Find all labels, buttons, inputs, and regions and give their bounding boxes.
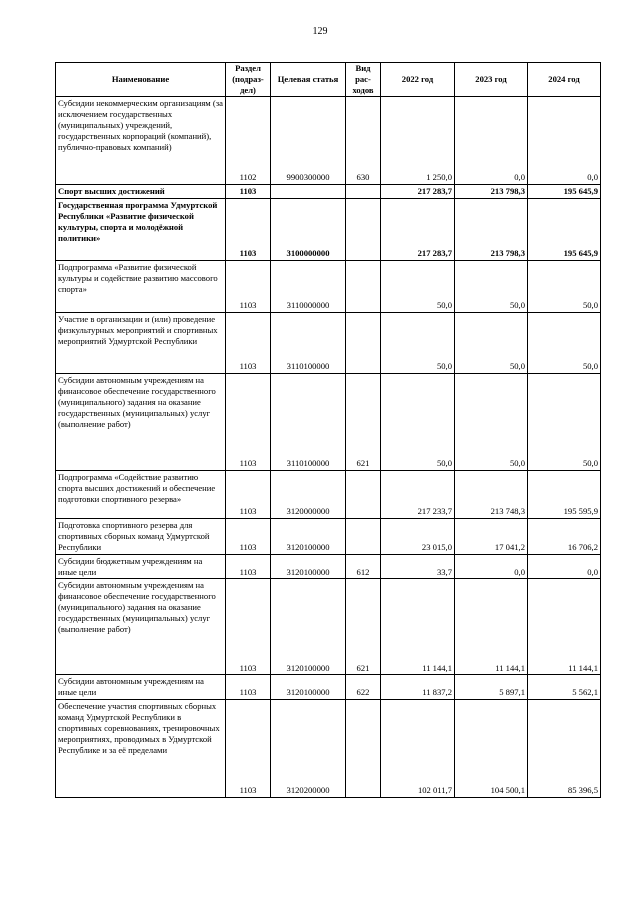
row-section: 1103 bbox=[226, 373, 271, 470]
row-section: 1103 bbox=[226, 554, 271, 579]
table-header-row bbox=[56, 63, 601, 97]
header-expense-type: Вид рас-ходов bbox=[346, 63, 381, 97]
row-section: 1103 bbox=[226, 518, 271, 554]
row-2024: 50,0 bbox=[528, 260, 601, 312]
row-section: 1103 bbox=[226, 700, 271, 798]
table-row bbox=[56, 97, 601, 185]
table-row bbox=[56, 470, 601, 518]
row-2022: 11 144,1 bbox=[381, 579, 455, 675]
row-2023: 5 897,1 bbox=[455, 675, 528, 700]
row-article: 3110100000 bbox=[271, 373, 346, 470]
header-2022: 2022 год bbox=[381, 63, 455, 97]
row-expense-type bbox=[346, 260, 381, 312]
row-section: 1103 bbox=[226, 470, 271, 518]
row-section: 1103 bbox=[226, 185, 271, 199]
budget-table bbox=[55, 62, 601, 798]
row-2022: 50,0 bbox=[381, 373, 455, 470]
row-2024: 5 562,1 bbox=[528, 675, 601, 700]
row-expense-type bbox=[346, 185, 381, 199]
table-body bbox=[56, 97, 601, 798]
row-name: Подпрограмма «Развитие физической культуры и содействие развитию массового спорта» bbox=[56, 260, 226, 312]
row-section: 1102 bbox=[226, 97, 271, 185]
row-2022: 11 837,2 bbox=[381, 675, 455, 700]
row-name: Спорт высших достижений bbox=[56, 185, 226, 199]
header-section: Раздел (подраз-дел) bbox=[226, 63, 271, 97]
row-name: Подготовка спортивного резерва для спортивных сборных команд Удмуртской Республики bbox=[56, 518, 226, 554]
page-number: 129 bbox=[312, 26, 328, 37]
row-name: Государственная программа Удмуртской Республики «Развитие физической культуры, спорта и молодёжной политики» bbox=[56, 198, 226, 260]
row-2024: 195 645,9 bbox=[528, 185, 601, 199]
row-2023: 50,0 bbox=[455, 373, 528, 470]
row-expense-type: 630 bbox=[346, 97, 381, 185]
row-name: Подпрограмма «Содействие развитию спорта высших достижений и обеспечение подготовки спортивного резерва» bbox=[56, 470, 226, 518]
table-row bbox=[56, 579, 601, 675]
row-name: Субсидии автономным учреждениям на финансовое обеспечение государственного (муниципального) задания на оказание государственных (муниципальных) услуг (выполнение работ) bbox=[56, 373, 226, 470]
row-expense-type: 621 bbox=[346, 373, 381, 470]
row-2022: 33,7 bbox=[381, 554, 455, 579]
header-2023: 2023 год bbox=[455, 63, 528, 97]
table-row bbox=[56, 198, 601, 260]
row-2022: 102 011,7 bbox=[381, 700, 455, 798]
row-section: 1103 bbox=[226, 675, 271, 700]
row-2024: 50,0 bbox=[528, 312, 601, 373]
row-2023: 213 748,3 bbox=[455, 470, 528, 518]
row-2024: 50,0 bbox=[528, 373, 601, 470]
row-article: 3100000000 bbox=[271, 198, 346, 260]
row-2022: 50,0 bbox=[381, 312, 455, 373]
row-expense-type bbox=[346, 198, 381, 260]
row-2022: 217 283,7 bbox=[381, 198, 455, 260]
row-name: Субсидии бюджетным учреждениям на иные цели bbox=[56, 554, 226, 579]
row-section: 1103 bbox=[226, 312, 271, 373]
row-name: Обеспечение участия спортивных сборных команд Удмуртской Республики в спортивных соревнованиях, тренировочных мероприятиях, проводимых в Удмуртской Республике и за её пределами bbox=[56, 700, 226, 798]
row-article: 3110000000 bbox=[271, 260, 346, 312]
row-2022: 217 283,7 bbox=[381, 185, 455, 199]
row-2022: 1 250,0 bbox=[381, 97, 455, 185]
row-expense-type bbox=[346, 700, 381, 798]
row-2024: 195 645,9 bbox=[528, 198, 601, 260]
row-2023: 104 500,1 bbox=[455, 700, 528, 798]
row-expense-type: 612 bbox=[346, 554, 381, 579]
row-expense-type bbox=[346, 312, 381, 373]
row-article: 3120100000 bbox=[271, 518, 346, 554]
header-2024: 2024 год bbox=[528, 63, 601, 97]
row-article: 3120100000 bbox=[271, 554, 346, 579]
table-row bbox=[56, 518, 601, 554]
row-section: 1103 bbox=[226, 198, 271, 260]
row-article: 3110100000 bbox=[271, 312, 346, 373]
header-name: Наименование bbox=[56, 63, 226, 97]
table-row bbox=[56, 260, 601, 312]
table-row bbox=[56, 185, 601, 199]
row-article: 3120000000 bbox=[271, 470, 346, 518]
row-2023: 0,0 bbox=[455, 554, 528, 579]
row-2024: 0,0 bbox=[528, 97, 601, 185]
row-2024: 11 144,1 bbox=[528, 579, 601, 675]
table-row bbox=[56, 373, 601, 470]
header-article: Целевая статья bbox=[271, 63, 346, 97]
row-2023: 213 798,3 bbox=[455, 185, 528, 199]
row-article: 3120100000 bbox=[271, 579, 346, 675]
row-2024: 0,0 bbox=[528, 554, 601, 579]
row-2024: 195 595,9 bbox=[528, 470, 601, 518]
row-section: 1103 bbox=[226, 579, 271, 675]
row-name: Участие в организации и (или) проведение физкультурных мероприятий и спортивных мероприятий Удмуртской Республики bbox=[56, 312, 226, 373]
table-row bbox=[56, 312, 601, 373]
row-expense-type bbox=[346, 518, 381, 554]
table-row bbox=[56, 700, 601, 798]
row-expense-type: 621 bbox=[346, 579, 381, 675]
row-2023: 213 798,3 bbox=[455, 198, 528, 260]
row-expense-type bbox=[346, 470, 381, 518]
row-2024: 85 396,5 bbox=[528, 700, 601, 798]
row-2022: 50,0 bbox=[381, 260, 455, 312]
row-2023: 0,0 bbox=[455, 97, 528, 185]
row-2022: 217 233,7 bbox=[381, 470, 455, 518]
row-name: Субсидии некоммерческим организациям (за исключением государственных (муниципальных) учреждений, государственных корпораций (компаний), публично-правовых компаний) bbox=[56, 97, 226, 185]
row-2023: 50,0 bbox=[455, 312, 528, 373]
row-name: Субсидии автономным учреждениям на иные цели bbox=[56, 675, 226, 700]
row-expense-type: 622 bbox=[346, 675, 381, 700]
row-section: 1103 bbox=[226, 260, 271, 312]
row-article bbox=[271, 185, 346, 199]
row-2024: 16 706,2 bbox=[528, 518, 601, 554]
row-2023: 50,0 bbox=[455, 260, 528, 312]
row-article: 3120200000 bbox=[271, 700, 346, 798]
row-2023: 11 144,1 bbox=[455, 579, 528, 675]
row-article: 9900300000 bbox=[271, 97, 346, 185]
table-row bbox=[56, 675, 601, 700]
row-article: 3120100000 bbox=[271, 675, 346, 700]
table-row bbox=[56, 554, 601, 579]
row-name: Субсидии автономным учреждениям на финансовое обеспечение государственного (муниципального) задания на оказание государственных (муниципальных) услуг (выполнение работ) bbox=[56, 579, 226, 675]
row-2022: 23 015,0 bbox=[381, 518, 455, 554]
row-2023: 17 041,2 bbox=[455, 518, 528, 554]
